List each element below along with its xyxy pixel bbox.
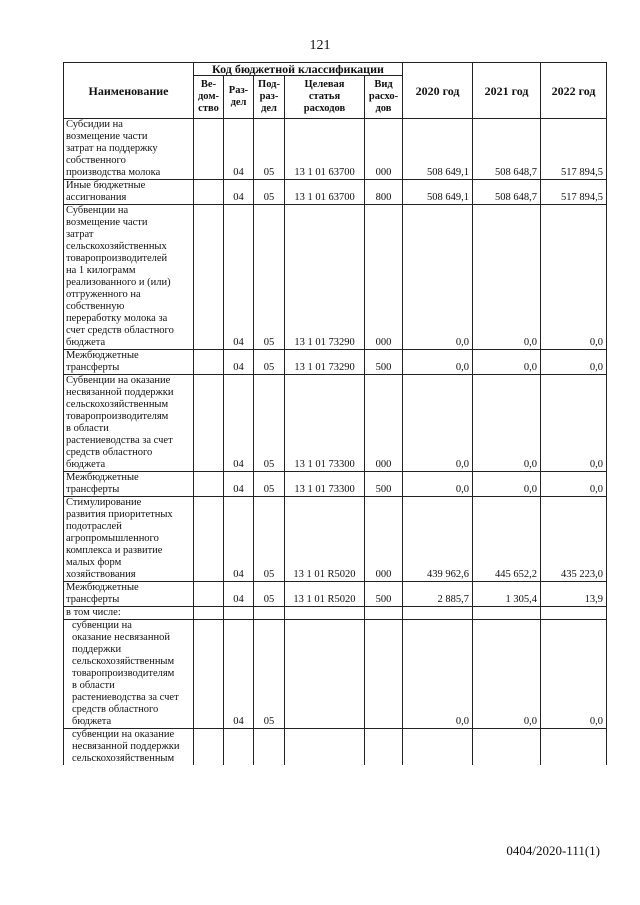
cell-podr: 05 (254, 119, 285, 180)
cell-y2020 (403, 729, 473, 766)
cell-ved (194, 472, 224, 497)
header-vid: Вид расхо- дов (365, 76, 403, 119)
row-name: Межбюджетные трансферты (64, 472, 194, 497)
cell-razd: 04 (224, 119, 254, 180)
table-row (64, 729, 607, 766)
table-row (64, 620, 607, 729)
cell-y2020: 508 649,1 (403, 180, 473, 205)
cell-target (285, 729, 365, 766)
cell-razd (224, 729, 254, 766)
row-name: Субсидии на возмещение части затрат на поддержку собственного производства молока (64, 119, 194, 180)
table-row (64, 607, 607, 620)
cell-podr (254, 729, 285, 766)
cell-y2021: 0,0 (473, 472, 541, 497)
header-2021: 2021 год (473, 63, 541, 119)
cell-y2020: 2 885,7 (403, 582, 473, 607)
cell-y2021: 445 652,2 (473, 497, 541, 582)
cell-y2020: 0,0 (403, 620, 473, 729)
cell-podr (254, 607, 285, 620)
cell-y2021: 508 648,7 (473, 180, 541, 205)
header-vedomstvo: Ве- дом- ство (194, 76, 224, 119)
cell-vid: 500 (365, 472, 403, 497)
cell-y2022: 435 223,0 (541, 497, 607, 582)
cell-razd (224, 607, 254, 620)
cell-vid: 000 (365, 375, 403, 472)
table-row (64, 497, 607, 582)
cell-y2022: 0,0 (541, 205, 607, 350)
row-name: субвенции на оказание несвязанной поддержки сельскохозяйственным (64, 729, 194, 766)
cell-y2022: 517 894,5 (541, 119, 607, 180)
cell-ved (194, 119, 224, 180)
cell-podr: 05 (254, 205, 285, 350)
cell-y2020: 508 649,1 (403, 119, 473, 180)
cell-razd: 04 (224, 350, 254, 375)
table-row (64, 205, 607, 350)
cell-vid: 000 (365, 119, 403, 180)
cell-y2020: 0,0 (403, 472, 473, 497)
cell-y2022: 517 894,5 (541, 180, 607, 205)
cell-vid: 000 (365, 497, 403, 582)
header-budget-code: Код бюджетной классификации (194, 63, 403, 76)
cell-target: 13 1 01 73290 (285, 205, 365, 350)
cell-y2021: 0,0 (473, 620, 541, 729)
row-name: Субвенции на возмещение части затрат сельскохозяйственных товаропроизводителей на 1 килограмм реализованного и (или) отгруженного на собственную переработку молока за счет средств областного бюджета (64, 205, 194, 350)
table-body (64, 119, 607, 766)
cell-ved (194, 180, 224, 205)
header-2020: 2020 год (403, 63, 473, 119)
cell-vid (365, 729, 403, 766)
cell-y2021: 508 648,7 (473, 119, 541, 180)
cell-podr: 05 (254, 350, 285, 375)
table-row (64, 582, 607, 607)
row-name: Иные бюджетные ассигнования (64, 180, 194, 205)
table-row (64, 472, 607, 497)
cell-target: 13 1 01 R5020 (285, 582, 365, 607)
cell-y2022: 0,0 (541, 375, 607, 472)
cell-podr: 05 (254, 180, 285, 205)
header-2022: 2022 год (541, 63, 607, 119)
cell-target: 13 1 01 73290 (285, 350, 365, 375)
cell-vid: 500 (365, 582, 403, 607)
cell-razd: 04 (224, 472, 254, 497)
cell-target (285, 620, 365, 729)
header-razdel: Раз- дел (224, 76, 254, 119)
cell-y2022: 0,0 (541, 350, 607, 375)
cell-y2021 (473, 607, 541, 620)
cell-ved (194, 375, 224, 472)
row-name: Межбюджетные трансферты (64, 350, 194, 375)
cell-target: 13 1 01 63700 (285, 180, 365, 205)
header-name: Наименование (64, 63, 194, 119)
cell-ved (194, 620, 224, 729)
table-row (64, 119, 607, 180)
cell-y2021: 1 305,4 (473, 582, 541, 607)
header-target: Целевая статья расходов (285, 76, 365, 119)
cell-target (285, 607, 365, 620)
cell-razd: 04 (224, 205, 254, 350)
cell-y2022 (541, 607, 607, 620)
header-podrazdel: Под- раз- дел (254, 76, 285, 119)
cell-y2022: 13,9 (541, 582, 607, 607)
cell-vid (365, 607, 403, 620)
cell-podr: 05 (254, 497, 285, 582)
cell-y2021: 0,0 (473, 350, 541, 375)
cell-y2020 (403, 607, 473, 620)
cell-target: 13 1 01 R5020 (285, 497, 365, 582)
row-name: субвенции на оказание несвязанной поддержки сельскохозяйственным товаропроизводителям в области растениеводства за счет средств областного бюджета (64, 620, 194, 729)
cell-ved (194, 497, 224, 582)
cell-y2020: 439 962,6 (403, 497, 473, 582)
cell-podr: 05 (254, 620, 285, 729)
cell-y2021: 0,0 (473, 205, 541, 350)
cell-ved (194, 205, 224, 350)
cell-y2021 (473, 729, 541, 766)
cell-y2020: 0,0 (403, 375, 473, 472)
cell-y2020: 0,0 (403, 350, 473, 375)
cell-y2020: 0,0 (403, 205, 473, 350)
cell-ved (194, 582, 224, 607)
cell-razd: 04 (224, 620, 254, 729)
cell-razd: 04 (224, 375, 254, 472)
row-name: в том числе: (64, 607, 194, 620)
cell-vid: 500 (365, 350, 403, 375)
cell-vid: 000 (365, 205, 403, 350)
cell-razd: 04 (224, 180, 254, 205)
cell-podr: 05 (254, 582, 285, 607)
cell-podr: 05 (254, 472, 285, 497)
cell-y2022: 0,0 (541, 620, 607, 729)
row-name: Межбюджетные трансферты (64, 582, 194, 607)
budget-table (63, 62, 607, 765)
cell-y2022: 0,0 (541, 472, 607, 497)
cell-ved (194, 729, 224, 766)
cell-vid (365, 620, 403, 729)
table-row (64, 350, 607, 375)
cell-ved (194, 607, 224, 620)
cell-target: 13 1 01 73300 (285, 375, 365, 472)
cell-razd: 04 (224, 582, 254, 607)
footer-code: 0404/2020-111(1) (506, 843, 600, 858)
cell-y2022 (541, 729, 607, 766)
cell-y2021: 0,0 (473, 375, 541, 472)
table-row (64, 375, 607, 472)
cell-ved (194, 350, 224, 375)
cell-razd: 04 (224, 497, 254, 582)
row-name: Субвенции на оказание несвязанной поддержки сельскохозяйственным товаропроизводителям в области растениеводства за счет средств областного бюджета (64, 375, 194, 472)
cell-target: 13 1 01 63700 (285, 119, 365, 180)
cell-target: 13 1 01 73300 (285, 472, 365, 497)
page-number: 121 (309, 38, 331, 53)
cell-vid: 800 (365, 180, 403, 205)
cell-podr: 05 (254, 375, 285, 472)
row-name: Стимулирование развития приоритетных подотраслей агропромышленного комплекса и развитие малых форм хозяйствования (64, 497, 194, 582)
table-row (64, 180, 607, 205)
